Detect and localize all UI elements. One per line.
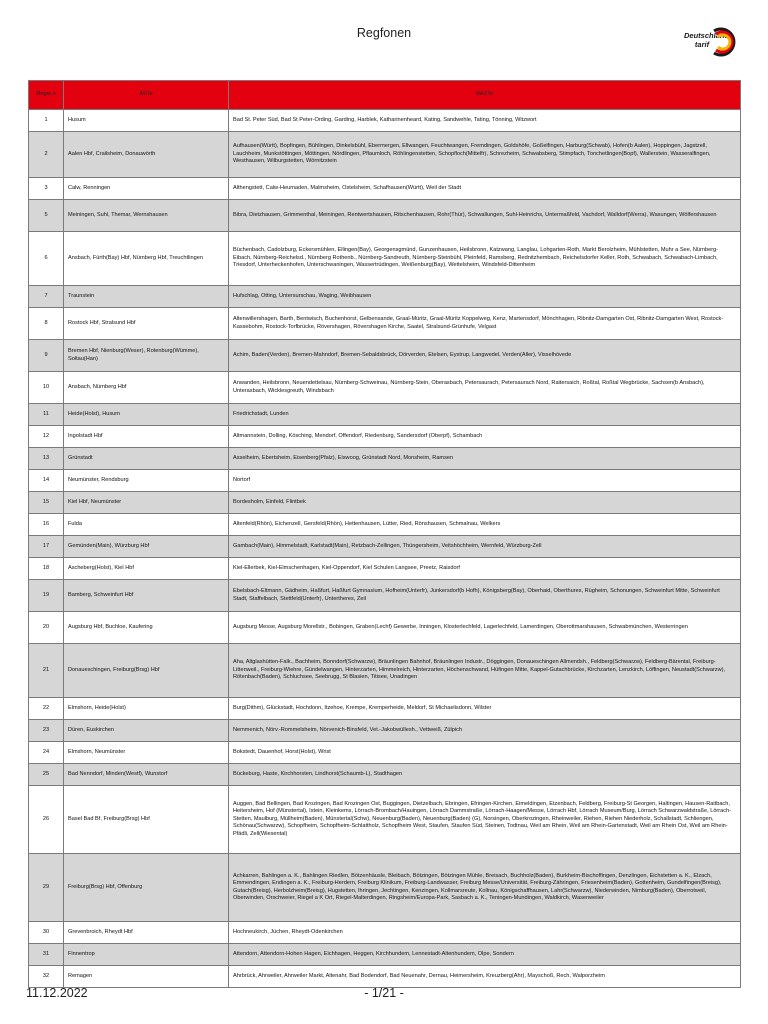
region-number: 19 xyxy=(29,580,64,612)
aste-cell: Fulda xyxy=(64,514,229,536)
naste-cell: Ahrbrück, Ahrweiler, Ahrweiler Markt, Altenahr, Bad Bodendorf, Bad Neuenahr, Dernau, Heimersheim, Kreuzberg(Ahr), Mayschoß, Rech, Walporzheim xyxy=(229,966,741,988)
aste-cell: Meiningen, Suhl, Themar, Wernshausen xyxy=(64,200,229,232)
naste-cell: Bibra, Dietzhausen, Grimmenthal, Meiningen, Rentwertshausen, Ritschenhausen, Rohr(Thür), Schwallungen, Suhl-Heinrichs, Untermaßfeld, Vachdorf, Walldorf(Werra), Wasungen, Wölfershausen xyxy=(229,200,741,232)
naste-cell: Altenfeld(Rhön), Eichenzell, Gersfeld(Rhön), Hettenhausen, Lütter, Ried, Rönshausen, Schmalnau, Welkers xyxy=(229,514,741,536)
table-row xyxy=(29,132,741,178)
region-number: 24 xyxy=(29,742,64,764)
naste-cell: Altenwillershagen, Barth, Bentwisch, Buchenhorst, Gelbensande, Graal-Müritz, Graal-Müritz Koppelweg, Kenz, Martensdorf, Mönchhagen, Ribnitz-Damgarten Ost, Ribnitz-Damgarten West, Rostock-Kassebohm, Rostock-Torfbrücke, Rövershagen, Rövershagen Kirche, Saatel, Stralsund-Grünhufe, Velgast xyxy=(229,308,741,340)
table-row xyxy=(29,200,741,232)
naste-cell: Achim, Baden(Verden), Bremen-Mahndorf, Bremen-Sebaldsbrück, Dörverden, Etelsen, Eystrup, Langwedel, Verden(Aller), Visselhövede xyxy=(229,340,741,372)
aste-cell: Remagen xyxy=(64,966,229,988)
region-number: 10 xyxy=(29,372,64,404)
naste-cell: Nortorf xyxy=(229,470,741,492)
naste-cell: Attendorn, Attendorn-Hohen Hagen, Eichhagen, Heggen, Kirchhundem, Lennestadt-Altenhundem, Olpe, Sondern xyxy=(229,944,741,966)
table-row xyxy=(29,514,741,536)
naste-cell: Hufschlag, Otting, Untersurschau, Waging, Weibhausen xyxy=(229,286,741,308)
aste-cell: Ansbach, Fürth(Bay) Hbf, Nürnberg Hbf, Treuchtlingen xyxy=(64,232,229,286)
aste-cell: Kiel Hbf, Neumünster xyxy=(64,492,229,514)
naste-cell: Auggen, Bad Bellingen, Bad Krozingen, Bad Krozingen Ost, Buggingen, Dietzelbach, Ebringen, Efringen-Kirchen, Eimeldingen, Etzenbach, Feldberg, Freiburg-St Georgen, Haltingen, Hausen-Raitbach, Heitersheim, Hof (Münstertal), Istein, Kleinkems, Lörrach-Brombach/Hauingen, Lörrach Dammstraße, Lörrach-Haagen/Messe, Lörrach Hbf, Lörrach Museum/Burg, Lörrach Schwarzwaldstraße, Lörrach-Stetten, Maulburg, Müllheim(Baden), Münstertal(Schw), Neuenburg(Baden), Neuenburg(Baden) (G), Norsingen, Oberkrozingen, Rheinweiler, Riehen, Riehen Niederholz, Schallstadt, Schliengen, Schönau(Schwarzw), Schopfheim, Schopfheim-Schlattholz, Schopfheim West, Staufen, Staufen Süd, Steinen, Todtnau, Weil am Rhein, Weil am Rhein-Gartenstadt, Weil am Rhein Ost, Weil am Rhein-Pfädli, Zell(Wiesental) xyxy=(229,786,741,854)
naste-cell: Büchenbach, Cadolzburg, Eckersmühlen, Ellingen(Bay), Georgensgmünd, Gunzenhausen, Heilsbronn, Katzwang, Langlau, Lohgarten-Roth, Markt Berolzheim, Mühlstetten, Muhr a See, Nürnberg-Eibach, Nürnberg-Reichelsd., Nürnberg Rothenb., Nürnberg-Sandreuth, Nürnberg-Steinbühl, Pleinfeld, Ramsberg, Rednitzhembach, Reichelsdorfer Keller, Roth, Schwabach, Schwabach-Limbach, Triesdorf, Unterheckenhofen, Unterschwaningen, Wassertrüdingen, Weißenburg(Bay), Wettelsheim, Windsfeld-Dittenheim xyxy=(229,232,741,286)
aste-cell: Neumünster, Rendsburg xyxy=(64,470,229,492)
region-number: 30 xyxy=(29,922,64,944)
table-row xyxy=(29,644,741,698)
table-row xyxy=(29,720,741,742)
naste-cell: Kiel-Ellerbek, Kiel-Elmschenhagen, Kiel-Oppendorf, Kiel Schulen Langsee, Preetz, Raisdorf xyxy=(229,558,741,580)
header-naste: NASTe xyxy=(229,81,741,110)
aste-cell: Gemünden(Main), Würzburg Hbf xyxy=(64,536,229,558)
aste-cell: Ascheberg(Holst), Kiel Hbf xyxy=(64,558,229,580)
region-number: 5 xyxy=(29,200,64,232)
table-row xyxy=(29,404,741,426)
table-row xyxy=(29,854,741,922)
region-number: 12 xyxy=(29,426,64,448)
table-row xyxy=(29,308,741,340)
aste-cell: Bad Nenndorf, Minden(Westf), Wunstorf xyxy=(64,764,229,786)
aste-cell: Ingolstadt Hbf xyxy=(64,426,229,448)
region-number: 29 xyxy=(29,854,64,922)
naste-cell: Friedrichstadt, Lunden xyxy=(229,404,741,426)
table-row xyxy=(29,786,741,854)
table-row xyxy=(29,742,741,764)
aste-cell: Calw, Renningen xyxy=(64,178,229,200)
table-row xyxy=(29,492,741,514)
footer-date: 11.12.2022 xyxy=(26,986,88,1000)
naste-cell: Aha, Altglashütten-Falk., Bachheim, Bonndorf(Schwarzw), Bräunlingen Bahnhof, Bräunlingen Industr., Döggingen, Donaueschingen Allmendsh., Feldberg(Schwarzw), Feldberg-Bärental, Freiburg-Littenweil., Freiburg-Wiehre, Gündelwangen, Hinterzarten, Himmelreich, Hinterzarten, Höchenschwand, Hüfingen Mitte, Kappel-Gutachbrücke, Kirchzarten, Lenzkirch, Löffingen, Neustadt(Schwarzw), Rötenbach(Baden), Schluchsee, Seebrugg, St Blasien, Titisee, Unadingen xyxy=(229,644,741,698)
region-number: 23 xyxy=(29,720,64,742)
naste-cell: Bokstedt, Dauenhof, Horst(Holst), Wrist xyxy=(229,742,741,764)
table-row xyxy=(29,764,741,786)
naste-cell: Gambach(Main), Himmelstadt, Karlstadt(Main), Retzbach-Zellingen, Thüngersheim, Veitshöchheim, Wernfeld, Würzburg-Zell xyxy=(229,536,741,558)
region-number: 6 xyxy=(29,232,64,286)
aste-cell: Husum xyxy=(64,110,229,132)
region-number: 17 xyxy=(29,536,64,558)
naste-cell: Bordesholm, Einfeld, Flintbek xyxy=(229,492,741,514)
aste-cell: Elmshorn, Neumünster xyxy=(64,742,229,764)
aste-cell: Aalen Hbf, Crailsheim, Donauwörth xyxy=(64,132,229,178)
table-row xyxy=(29,232,741,286)
table-header-row xyxy=(29,81,741,110)
table-row xyxy=(29,470,741,492)
aste-cell: Düren, Euskirchen xyxy=(64,720,229,742)
region-number: 18 xyxy=(29,558,64,580)
table-body xyxy=(29,110,741,988)
region-number: 22 xyxy=(29,698,64,720)
naste-cell: Althengstett, Calw-Heumaden, Malmsheim, Ostelsheim, Schafhausen(Württ), Weil der Stadt xyxy=(229,178,741,200)
deutschlandtarif-logo xyxy=(680,27,744,55)
naste-cell: Hochneukirch, Jüchen, Rheydt-Odenkirchen xyxy=(229,922,741,944)
table-row xyxy=(29,426,741,448)
logo-line-2: tarif xyxy=(694,40,710,49)
aste-cell: Bremen Hbf, Nienburg(Weser), Rotenburg(Wümme), Soltau(Han) xyxy=(64,340,229,372)
naste-cell: Altmannstein, Dolling, Kösching, Mendorf, Offendorf, Riedenburg, Sandersdorf (Oberpf), Schambach xyxy=(229,426,741,448)
naste-cell: Asselheim, Ebertsheim, Eisenberg(Pfalz), Eiswoog, Grünstadt Nord, Monsheim, Ramsen xyxy=(229,448,741,470)
aste-cell: Grünstadt xyxy=(64,448,229,470)
aste-cell: Freiburg(Brsg) Hbf, Offenburg xyxy=(64,854,229,922)
region-number: 3 xyxy=(29,178,64,200)
table-row xyxy=(29,698,741,720)
table-row xyxy=(29,536,741,558)
naste-cell: Achkarren, Bahlingen a. K., Bahlingen Riedlen, Bötzenhäusle, Bleibach, Bötzingen, Bötzingen Mühle, Breisach, Buchholz(Baden), Burkheim-Bischoffingen, Denzlingen, Eichstetten a. K., Elzach, Emmendingen, Endingen a. K., Freiburg-Herdern, Freiburg Klinikum, Freiburg-Landwasser, Freiburg Messe/Universität, Freiburg-Zähringen, Friesenheim(Baden), Gottenheim, Gundelfingen(Breisg), Gutach(Breisg), Herbolzheim(Breisg), Hugstetten, Ihringen, Jechtingen, Kenzingen, Kollmarsreute, Kollnau, Königschaffhausen, Lahr(Schwarzw), Niederwinden, Nimburg(Baden), Oberrotweil, Oberwinden, Orschweier, Riegel a K Ort, Riegel-Malterdingen, Ringsheim/Europa-Park, Sasbach a. K., Teningen-Mundingen, Waldkirch, Wasenweiler xyxy=(229,854,741,922)
table-row xyxy=(29,558,741,580)
region-number: 8 xyxy=(29,308,64,340)
region-number: 11 xyxy=(29,404,64,426)
region-number: 1 xyxy=(29,110,64,132)
naste-cell: Bad St. Peter Süd, Bad St Peter-Ording, Garding, Harblek, Katharinenheard, Kating, Sandwehle, Tating, Tönning, Witzwort xyxy=(229,110,741,132)
header-aste: ASTe xyxy=(64,81,229,110)
aste-cell: Finnentrop xyxy=(64,944,229,966)
table-row xyxy=(29,372,741,404)
table-row xyxy=(29,110,741,132)
table-row xyxy=(29,922,741,944)
aste-cell: Elmshorn, Heide(Holst) xyxy=(64,698,229,720)
naste-cell: Bückeburg, Haste, Kirchhorsten, Lindhorst(Schaumb-L), Stadthagen xyxy=(229,764,741,786)
footer-page-number: - 1/21 - xyxy=(364,986,404,1000)
region-number: 20 xyxy=(29,612,64,644)
table-row xyxy=(29,612,741,644)
table-row xyxy=(29,448,741,470)
naste-cell: Anwanden, Heilsbronn, Neuendettelsau, Nürnberg-Schweinau, Nürnberg-Stein, Oberasbach, Petersaurach, Petersaurach Nord, Raitersaich, Roßtal, Roßtal Wegbrücke, Sachsen(b Ansbach), Unterasbach, Wicklesgreuth, Windsbach xyxy=(229,372,741,404)
region-number: 21 xyxy=(29,644,64,698)
table-row xyxy=(29,286,741,308)
region-number: 31 xyxy=(29,944,64,966)
aste-cell: Donaueschingen, Freiburg(Brsg) Hbf xyxy=(64,644,229,698)
region-number: 26 xyxy=(29,786,64,854)
aste-cell: Basel Bad Bf, Freiburg(Brsg) Hbf xyxy=(64,786,229,854)
region-number: 13 xyxy=(29,448,64,470)
logo-arc-icon xyxy=(708,27,742,57)
region-table xyxy=(28,80,741,988)
aste-cell: Augsburg Hbf, Buchloe, Kaufering xyxy=(64,612,229,644)
region-number: 16 xyxy=(29,514,64,536)
region-number: 32 xyxy=(29,966,64,988)
table-row xyxy=(29,580,741,612)
aste-cell: Bamberg, Schweinfurt Hbf xyxy=(64,580,229,612)
naste-cell: Aufhausen(Württ), Bopfingen, Bühlingen, Dinkelsbühl, Ebermergen, Ellwangen, Feuchtwangen, Fremdingen, Goldshöfe, Goßelfingen, Harburg(Schwab), Hofen(b Aalen), Hoppingen, Jagstzell, Lauchheim, Munkstöttingen, Möttingen, Nördlingen, Pflaumloch, Röhlingenstetten, Schopfloch(Mittelfr), Schrezheim, Schwabsberg, Stimpfach, Tonchetlingen(Bopf), Wallerstein, Wasseralfingen, Westhausen, Wilburgstetten, Wörnitzstein xyxy=(229,132,741,178)
aste-cell: Ansbach, Nürnberg Hbf xyxy=(64,372,229,404)
aste-cell: Grevenbroich, Rheydt Hbf xyxy=(64,922,229,944)
logo-line-1: Deutschland- xyxy=(684,31,732,40)
naste-cell: Burg(Dithm), Glückstadt, Hochdonn, Itzehoe, Krempe, Kremperheide, Meldorf, St Michaelisdonn, Wilster xyxy=(229,698,741,720)
naste-cell: Ebelsbach-Eltmann, Gädheim, Haßfurt, Haßfurt Gymnasium, Hofheim(Unterfr), Junkersdorf(b Hofh), Königsberg(Bay), Oberhaid, Oberthures, Rügheim, Schonungen, Schweinfurt Mitte, Schweinfurt Stadt, Staffelbach, Stettfeld(Unterfr), Untertheres, Zeil xyxy=(229,580,741,612)
region-number: 7 xyxy=(29,286,64,308)
page-title: Regfonen xyxy=(356,26,412,40)
table-row xyxy=(29,944,741,966)
region-number: 2 xyxy=(29,132,64,178)
table-row xyxy=(29,966,741,988)
region-number: 9 xyxy=(29,340,64,372)
aste-cell: Traunstein xyxy=(64,286,229,308)
table-row xyxy=(29,178,741,200)
region-number: 14 xyxy=(29,470,64,492)
region-number: 15 xyxy=(29,492,64,514)
table-row xyxy=(29,340,741,372)
header-region: Regio n xyxy=(29,81,64,110)
naste-cell: Nemmenich, Nörv.-Rommelsheim, Nörvenich-Binsfeld, Vet.-Jakobwüllesh., Vettweiß, Zülpich xyxy=(229,720,741,742)
aste-cell: Heide(Holst), Husum xyxy=(64,404,229,426)
region-number: 25 xyxy=(29,764,64,786)
aste-cell: Rostock Hbf, Stralsund Hbf xyxy=(64,308,229,340)
naste-cell: Augsburg Messe, Augsburg Morellstr., Bobingen, Graben(Lechf) Gewerbe, Inningen, Klosterlechfeld, Lagerlechfeld, Lamerdingen, Oberottmarshausen, Schwabmünchen, Westerringen xyxy=(229,612,741,644)
